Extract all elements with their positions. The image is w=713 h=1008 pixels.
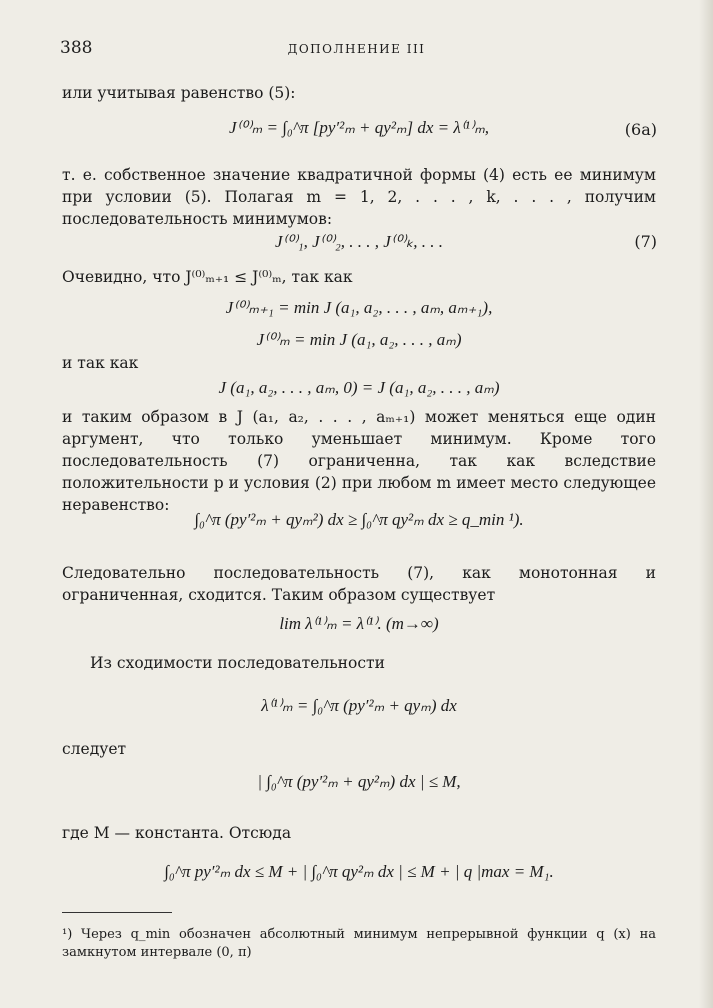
paragraph-9: где M — константа. Отсюда [62,824,292,842]
equation-7-label: (7) [634,232,657,251]
footnote: ¹) Через q_min обозначен абсолютный минимум непрерывной функции q (x) на замкнутом интервале (0, π) [62,927,656,960]
page-number: 388 [60,38,93,58]
page-edge-shadow [699,0,713,1008]
paragraph-8: следует [62,740,127,758]
paragraph-3: Очевидно, что J⁽⁰⁾ₘ₊₁ ≤ J⁽⁰⁾ₘ, так как [62,268,353,286]
equation-abs-bound: | ∫₀^π (py′²ₘ + qy²ₘ) dx | ≤ M, [257,772,461,791]
equation-limit: lim λ⁽¹⁾ₘ = λ⁽¹⁾. (m→∞) [279,614,439,633]
equation-min-m-plus-1: J⁽⁰⁾ₘ₊₁ = min J (a₁, a₂, . . . , aₘ, aₘ₊₁), [225,298,493,317]
paragraph-1: или учитывая равенство (5): [62,84,296,102]
paragraph-2: т. е. собственное значение квадратичной формы (4) есть ее минимум при условии (5). Полагая m = 1, 2, . . . , k, . . . , получим последовательность минимумов: [62,166,656,228]
paragraph-6: Следовательно последовательность (7), как монотонная и ограниченная, сходится. Таким образом существует [62,564,656,604]
equation-j-zero: J (a₁, a₂, . . . , aₘ, 0) = J (a₁, a₂, . . . , aₘ) [218,378,500,397]
equation-inequality: ∫₀^π (py′²ₘ + qyₘ²) dx ≥ ∫₀^π qy²ₘ dx ≥ q_min ¹). [194,510,524,529]
equation-lambda: λ⁽¹⁾ₘ = ∫₀^π (py′²ₘ + qyₘ) dx [261,696,457,715]
footnote-rule [62,912,172,913]
equation-7: J⁽⁰⁾₁, J⁽⁰⁾₂, . . . , J⁽⁰⁾ₖ, . . . [275,232,443,251]
equation-6a: J⁽⁰⁾ₘ = ∫₀^π [py′²ₘ + qy²ₘ] dx = λ⁽¹⁾ₘ, [228,118,490,137]
running-title: ДОПОЛНЕНИЕ III [287,42,426,56]
paragraph-4: и так как [62,354,139,372]
paragraph-7: Из сходимости последовательности [90,654,385,672]
equation-6a-label: (6а) [624,120,657,139]
equation-final: ∫₀^π py′²ₘ dx ≤ M + | ∫₀^π qy²ₘ dx | ≤ M + | q |max = M₁. [164,862,554,881]
paragraph-5: и таким образом в J (a₁, a₂, . . . , aₘ₊₁) может меняться еще один аргумент, что только уменьшает минимум. Кроме того последовательность (7) ограниченна, так как вследствие положительности p и условия (2) при любом m имеет место следующее неравенство: [62,408,656,514]
equation-min-m: J⁽⁰⁾ₘ = min J (a₁, a₂, . . . , aₘ) [256,330,462,349]
